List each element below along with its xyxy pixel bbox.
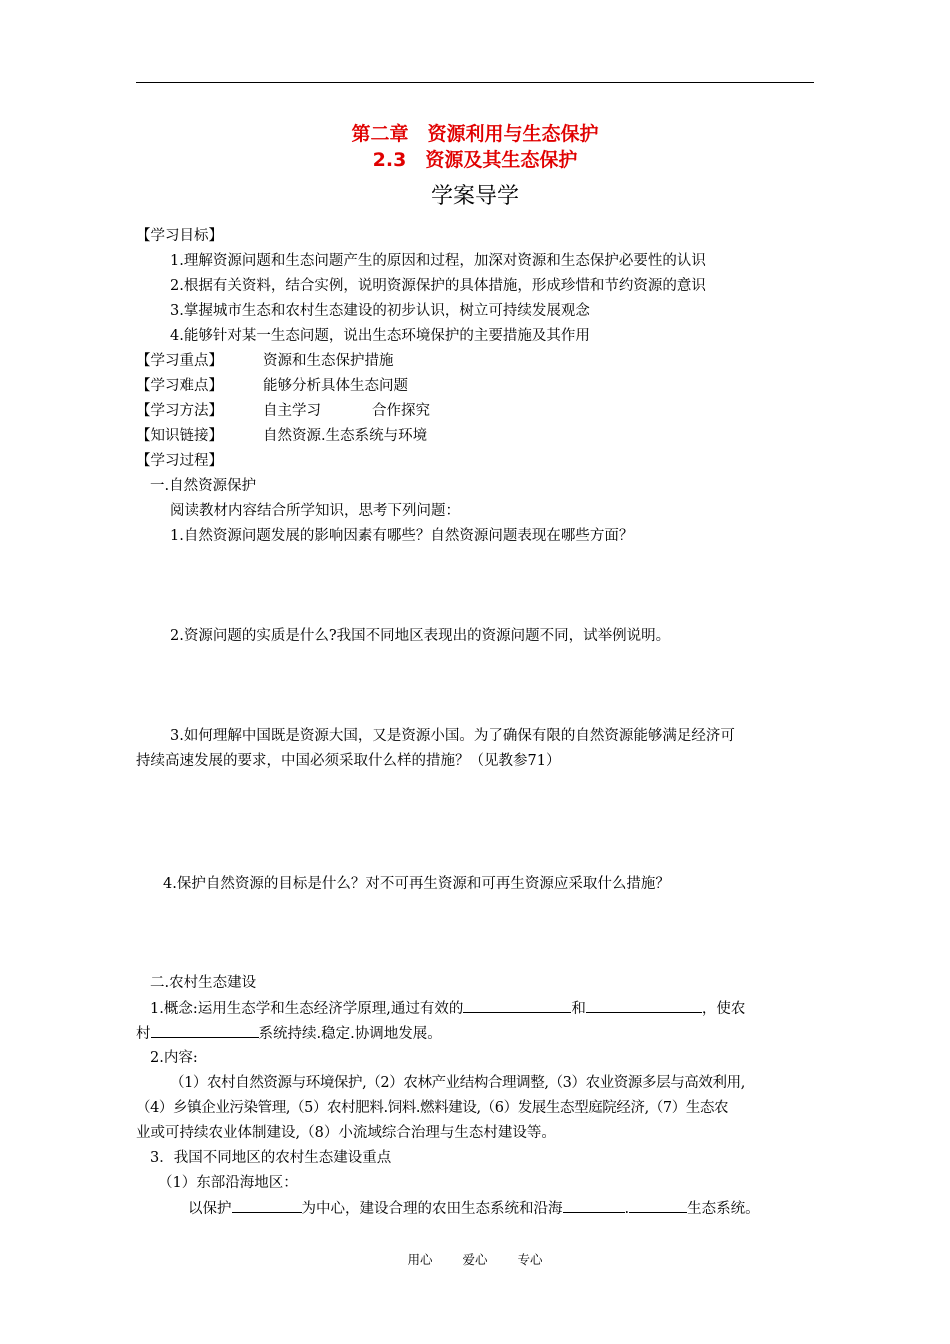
east-region-line — [188, 1198, 760, 1219]
content-line-1: （1）农村自然资源与环境保护,（2）农林产业结构合理调整,（3）农业资源多层与高效利用, — [170, 1075, 745, 1091]
east-text: 生态系统。 — [687, 1201, 760, 1217]
concept-line1 — [150, 998, 745, 1019]
footer-word: 爱心 — [462, 1252, 488, 1267]
content-label: 2.内容: — [150, 1050, 198, 1066]
fill-blank[interactable] — [151, 1023, 259, 1038]
east-text: 为中心，建设合理的农田生态系统和沿海 — [301, 1201, 563, 1217]
key-point-value: 资源和生态保护措施 — [263, 353, 394, 369]
fill-blank[interactable] — [232, 1198, 302, 1213]
fill-blank[interactable] — [463, 998, 571, 1013]
link-label: 【知识链接】 — [136, 428, 223, 444]
concept-text: ，使农 — [701, 1001, 746, 1017]
content-line-3: 业或可持续农业体制建设,（8）小流域综合治理与生态村建设等。 — [136, 1125, 556, 1141]
objective-item: 1.理解资源问题和生态问题产生的原因和过程，加深对资源和生态保护必要性的认识 — [170, 253, 706, 269]
question-2: 2.资源问题的实质是什么?我国不同地区表现出的资源问题不同，试举例说明。 — [170, 628, 671, 644]
page-heading: 学案导学 — [430, 184, 519, 209]
fill-blank[interactable] — [629, 1198, 687, 1213]
east-text: 以保护 — [188, 1201, 232, 1217]
method-value-2: 合作探究 — [372, 403, 430, 419]
footer-word: 专心 — [517, 1252, 543, 1267]
east-region-heading: （1）东部沿海地区： — [158, 1175, 298, 1191]
fill-blank[interactable] — [586, 998, 702, 1013]
concept-text: 村 — [136, 1026, 151, 1042]
objective-item: 4.能够针对某一生态问题，说出生态环境保护的主要措施及其作用 — [170, 328, 590, 344]
objective-item: 2.根据有关资料，结合实例，说明资源保护的具体措施，形成珍惜和节约资源的意识 — [170, 278, 706, 294]
question-4: 4.保护自然资源的目标是什么？对不可再生资源和可再生资源应采取什么措施？ — [163, 876, 670, 892]
method-label: 【学习方法】 — [136, 403, 223, 419]
east-text: . — [624, 1201, 630, 1217]
chapter-title: 第二章 资源利用与生态保护 — [351, 123, 599, 145]
question-1: 1.自然资源问题发展的影响因素有哪些？自然资源问题表现在哪些方面？ — [170, 528, 634, 544]
objectives-label: 【学习目标】 — [136, 228, 223, 244]
difficulty-value: 能够分析具体生态问题 — [263, 378, 408, 394]
point-3-heading: 3．我国不同地区的农村生态建设重点 — [150, 1150, 392, 1166]
page-footer — [0, 1250, 950, 1268]
key-point-label: 【学习重点】 — [136, 353, 223, 369]
question-3-line2: 持续高速发展的要求，中国必须采取什么样的措施？（见教参71） — [136, 753, 561, 769]
section1-title: 一.自然资源保护 — [150, 478, 257, 494]
concept-text: 和 — [571, 1001, 586, 1017]
section1-intro: 阅读教材内容结合所学知识，思考下列问题： — [170, 503, 460, 519]
difficulty-label: 【学习难点】 — [136, 378, 223, 394]
section-title: 2.3 资源及其生态保护 — [372, 149, 578, 171]
concept-text: 1.概念:运用生态学和生态经济学原理,通过有效的 — [150, 1001, 464, 1017]
link-value: 自然资源.生态系统与环境 — [263, 428, 428, 444]
section2-title: 二.农村生态建设 — [150, 975, 257, 991]
process-label: 【学习过程】 — [136, 453, 223, 469]
content-line-2: （4）乡镇企业污染管理,（5）农村肥料.饲料.燃料建设,（6）发展生态型庭院经济,（7）生态农 — [136, 1100, 729, 1116]
header-rule — [136, 82, 814, 83]
objective-item: 3.掌握城市生态和农村生态建设的初步认识，树立可持续发展观念 — [170, 303, 590, 319]
question-3-line1: 3.如何理解中国既是资源大国，又是资源小国。为了确保有限的自然资源能够满足经济可 — [170, 728, 735, 744]
concept-text: 系统持续.稳定.协调地发展。 — [258, 1026, 442, 1042]
footer-word: 用心 — [407, 1252, 433, 1267]
concept-line2 — [136, 1023, 442, 1044]
method-value-1: 自主学习 — [263, 403, 321, 419]
fill-blank[interactable] — [563, 1198, 625, 1213]
